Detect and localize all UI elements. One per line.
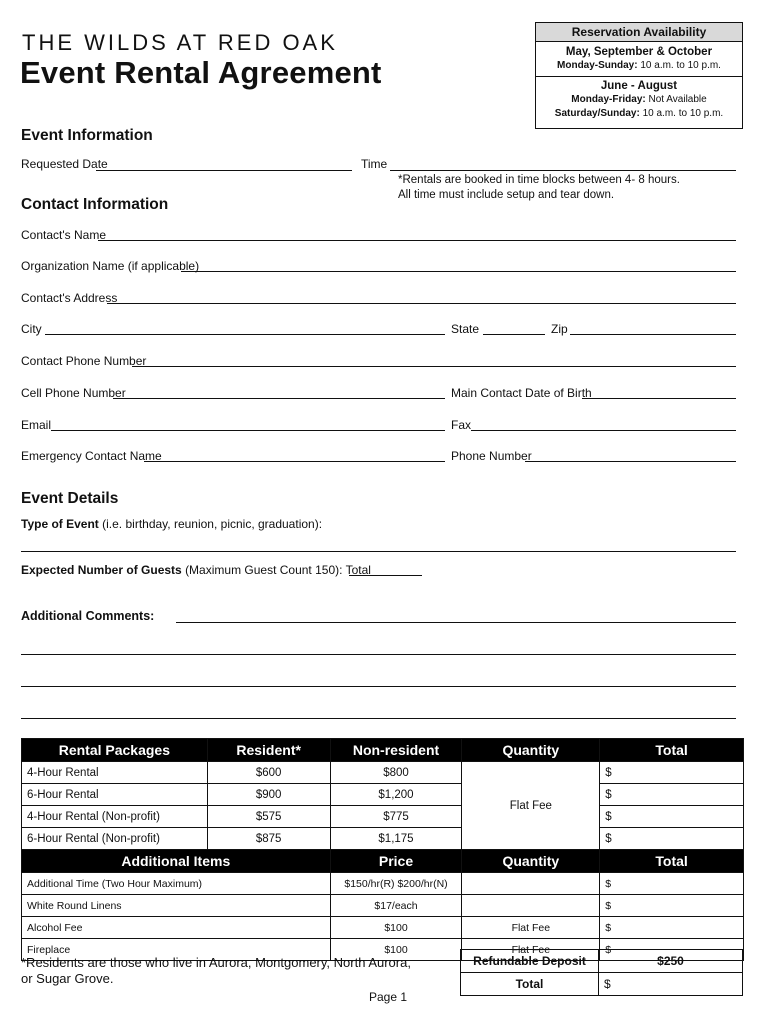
dob-label: Main Contact Date of Birth bbox=[451, 386, 592, 400]
package-name: 4-Hour Rental bbox=[22, 762, 208, 784]
col-rental-packages: Rental Packages bbox=[22, 739, 208, 762]
item-price: $100 bbox=[330, 917, 462, 939]
contact-name-label: Contact's Name bbox=[21, 228, 106, 242]
season2-weekend bbox=[536, 107, 742, 121]
table-row bbox=[22, 873, 744, 895]
season1-days: Monday-Sunday: bbox=[557, 60, 638, 71]
comments-field-3[interactable] bbox=[21, 686, 736, 687]
non-resident-price: $1,175 bbox=[330, 828, 462, 850]
season1-time: 10 a.m. to 10 p.m. bbox=[640, 60, 721, 71]
package-total[interactable]: $ bbox=[600, 806, 744, 828]
table-row bbox=[22, 917, 744, 939]
non-resident-price: $775 bbox=[330, 806, 462, 828]
grand-total-row bbox=[461, 973, 743, 996]
guests-label bbox=[21, 563, 371, 577]
item-total[interactable]: $ bbox=[600, 873, 744, 895]
item-name: Alcohol Fee bbox=[22, 917, 331, 939]
rental-packages-table bbox=[21, 738, 744, 961]
col-quantity: Quantity bbox=[462, 739, 600, 762]
deposit-value: $250 bbox=[599, 950, 743, 973]
season2-weekday-time: Not Available bbox=[648, 94, 707, 105]
resident-price: $875 bbox=[207, 828, 330, 850]
requested-date-label: Requested Date bbox=[21, 157, 108, 171]
packages-header-row bbox=[22, 739, 744, 762]
guests-title: Expected Number of Guests bbox=[21, 563, 182, 577]
cell-phone-label: Cell Phone Number bbox=[21, 386, 126, 400]
item-price: $150/hr(R) $200/hr(N) bbox=[330, 873, 462, 895]
availability-heading: Reservation Availability bbox=[536, 23, 742, 42]
rental-note-line2: All time must include setup and tear down. bbox=[398, 189, 615, 201]
email-label: Email bbox=[21, 418, 52, 432]
address-field[interactable] bbox=[107, 303, 736, 304]
package-total[interactable]: $ bbox=[600, 828, 744, 850]
page-title: Event Rental Agreement bbox=[20, 55, 382, 90]
emergency-contact-field[interactable] bbox=[144, 461, 445, 462]
rental-note-line1: *Rentals are booked in time blocks between 4- 8 hours. bbox=[398, 174, 680, 186]
dob-field[interactable] bbox=[582, 398, 736, 399]
rental-note bbox=[398, 173, 680, 203]
comments-field-1[interactable] bbox=[176, 622, 736, 623]
season1-hours bbox=[536, 59, 742, 73]
col-resident: Resident* bbox=[207, 739, 330, 762]
item-price: $100 bbox=[330, 939, 462, 961]
resident-price: $600 bbox=[207, 762, 330, 784]
zip-field[interactable] bbox=[570, 334, 736, 335]
organization-label: Organization Name (if applicable) bbox=[21, 259, 200, 273]
time-field[interactable] bbox=[390, 170, 736, 171]
items-header-row bbox=[22, 850, 744, 873]
city-field[interactable] bbox=[45, 334, 445, 335]
event-details-heading: Event Details bbox=[21, 490, 119, 507]
footnote-line2: or Sugar Grove. bbox=[21, 971, 114, 986]
comments-label: Additional Comments: bbox=[21, 609, 155, 623]
item-quantity[interactable]: Flat Fee bbox=[462, 939, 600, 961]
deposit-table bbox=[460, 949, 743, 996]
season2-weekend-time: 10 a.m. to 10 p.m. bbox=[642, 108, 724, 119]
col-items-total: Total bbox=[600, 850, 744, 873]
deposit-row bbox=[461, 950, 743, 973]
season-may-sep-oct: May, September & October bbox=[565, 46, 713, 58]
item-name: Additional Time (Two Hour Maximum) bbox=[22, 873, 331, 895]
item-total[interactable]: $ bbox=[600, 895, 744, 917]
address-label: Contact's Address bbox=[21, 291, 118, 305]
item-quantity[interactable] bbox=[462, 873, 600, 895]
packages-quantity-flat-fee[interactable]: Flat Fee bbox=[462, 762, 600, 850]
event-type-field[interactable] bbox=[21, 551, 736, 552]
city-label: City bbox=[21, 322, 42, 336]
non-resident-price: $800 bbox=[330, 762, 462, 784]
event-info-heading: Event Information bbox=[21, 127, 153, 144]
organization-field[interactable] bbox=[181, 271, 736, 272]
package-total[interactable]: $ bbox=[600, 762, 744, 784]
fax-field[interactable] bbox=[471, 430, 736, 431]
season2-weekend-days: Saturday/Sunday: bbox=[554, 108, 640, 119]
grand-total-value[interactable]: $ bbox=[599, 973, 743, 996]
deposit-label: Refundable Deposit bbox=[461, 950, 599, 973]
guests-total-field[interactable] bbox=[349, 575, 422, 576]
table-row bbox=[22, 828, 744, 850]
item-total[interactable]: $ bbox=[600, 939, 744, 961]
footnote-line1: *Residents are those who live in Aurora, Montgomery, North Aurora, bbox=[21, 955, 411, 970]
contact-name-field[interactable] bbox=[98, 240, 736, 241]
season2-weekday-days: Monday-Friday: bbox=[571, 94, 646, 105]
col-additional-items: Additional Items bbox=[22, 850, 331, 873]
time-label: Time bbox=[361, 157, 388, 171]
phone-number-field[interactable] bbox=[525, 461, 736, 462]
requested-date-field[interactable] bbox=[96, 170, 352, 171]
col-total: Total bbox=[600, 739, 744, 762]
item-total[interactable]: $ bbox=[600, 917, 744, 939]
resident-footnote bbox=[21, 955, 411, 987]
phone-number-label: Phone Number bbox=[451, 449, 532, 463]
item-name: White Round Linens bbox=[22, 895, 331, 917]
emergency-contact-label: Emergency Contact Name bbox=[21, 449, 162, 463]
package-name: 6-Hour Rental (Non-profit) bbox=[22, 828, 208, 850]
fax-label: Fax bbox=[451, 418, 472, 432]
table-row bbox=[22, 806, 744, 828]
availability-box bbox=[535, 22, 743, 129]
package-name: 6-Hour Rental bbox=[22, 784, 208, 806]
event-type-label bbox=[21, 517, 322, 531]
contact-phone-field[interactable] bbox=[132, 366, 736, 367]
table-row bbox=[22, 895, 744, 917]
grand-total-label: Total bbox=[461, 973, 599, 996]
table-row bbox=[22, 762, 744, 784]
organization-name: THE WILDS AT RED OAK bbox=[22, 30, 338, 55]
item-quantity[interactable]: Flat Fee bbox=[462, 917, 600, 939]
season2-weekday bbox=[536, 93, 742, 107]
table-row bbox=[22, 784, 744, 806]
non-resident-price: $1,200 bbox=[330, 784, 462, 806]
item-quantity[interactable] bbox=[462, 895, 600, 917]
state-label: State bbox=[451, 322, 480, 336]
zip-label: Zip bbox=[551, 322, 568, 336]
package-name: 4-Hour Rental (Non-profit) bbox=[22, 806, 208, 828]
package-total[interactable]: $ bbox=[600, 784, 744, 806]
col-price: Price bbox=[330, 850, 462, 873]
email-field[interactable] bbox=[51, 430, 445, 431]
comments-field-2[interactable] bbox=[21, 654, 736, 655]
resident-price: $575 bbox=[207, 806, 330, 828]
season-june-aug: June - August bbox=[600, 80, 678, 92]
comments-field-4[interactable] bbox=[21, 718, 736, 719]
col-items-quantity: Quantity bbox=[462, 850, 600, 873]
item-price: $17/each bbox=[330, 895, 462, 917]
item-name: Fireplace bbox=[22, 939, 331, 961]
page-number: Page 1 bbox=[369, 990, 408, 1004]
guests-hint: (Maximum Guest Count 150): Total bbox=[185, 563, 371, 577]
event-type-hint: (i.e. birthday, reunion, picnic, graduation): bbox=[102, 517, 323, 531]
contact-phone-label: Contact Phone Number bbox=[21, 354, 147, 368]
state-field[interactable] bbox=[483, 334, 545, 335]
cell-phone-field[interactable] bbox=[113, 398, 445, 399]
col-non-resident: Non-resident bbox=[330, 739, 462, 762]
resident-price: $900 bbox=[207, 784, 330, 806]
contact-info-heading: Contact Information bbox=[21, 196, 169, 213]
event-type-title: Type of Event bbox=[21, 517, 99, 531]
